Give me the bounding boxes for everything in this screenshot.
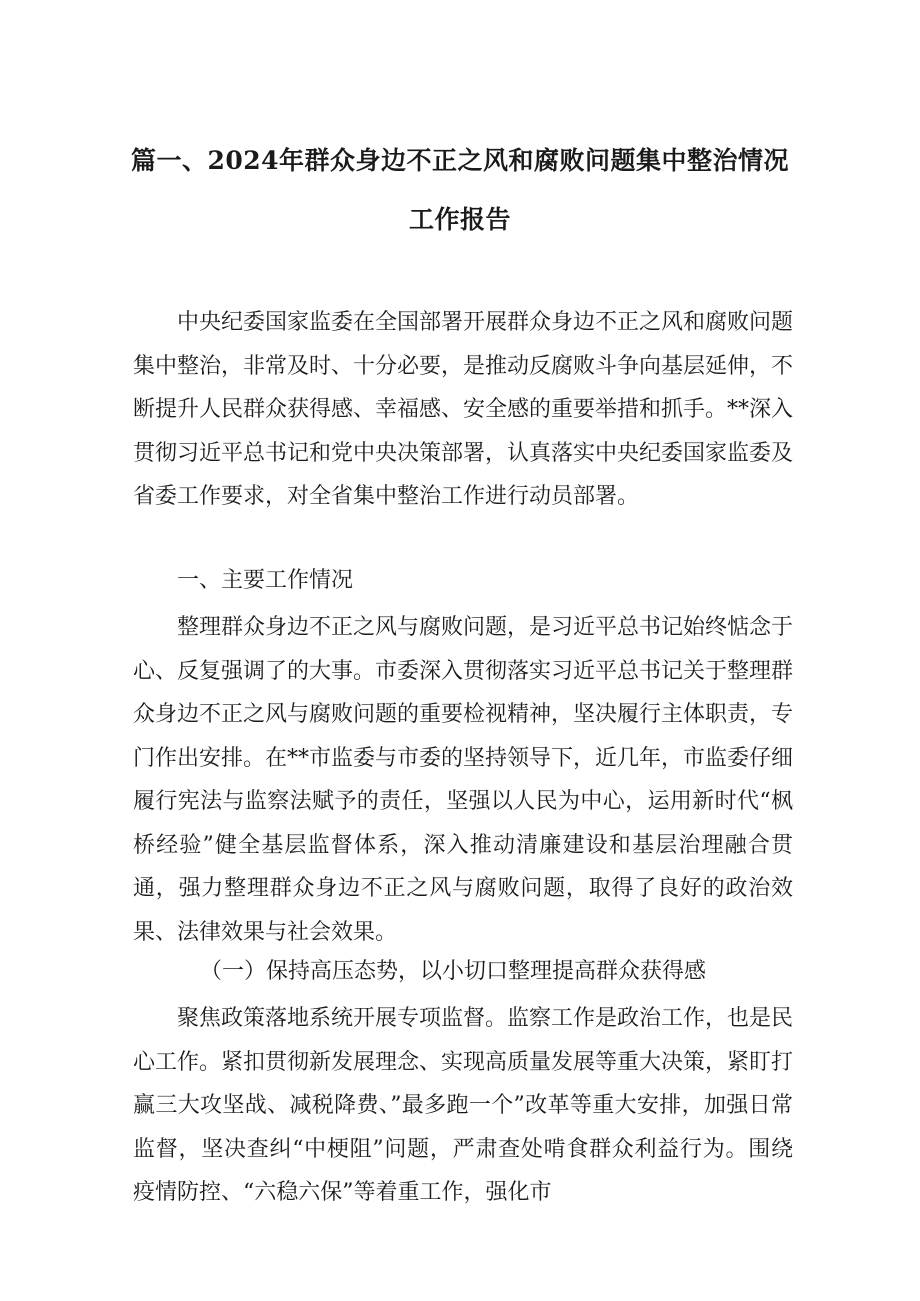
subsection-heading-high-pressure: （一）保持高压态势，以小切口整理提高群众获得感	[200, 959, 707, 984]
main-work-paragraph: 整理群众身边不正之风与腐败问题，是习近平总书记始终惦念于心、反复强调了的大事。市委深入贯彻落实习近平总书记关于整理群众身边不正之风与腐败问题的重要检视精神，坚决履行主体职责，专门作出安排。在**市监委与市委的坚持领导下，近几年，市监委仔细履行宪法与监察法赋予的责任，坚强以人民为中心，运用新时代“枫桥经验”健全基层监督体系，深入推动清廉建设和基层治理融合贯通，强力整理群众身边不正之风与腐败问题，取得了良好的政治效果、法律效果与社会效果。	[133, 615, 794, 945]
document-title-line-2: 工作报告	[408, 205, 511, 234]
intro-paragraph: 中央纪委国家监委在全国部署开展群众身边不正之风和腐败问题集中整治，非常及时、十分必要，是推动反腐败斗争向基层延伸，不断提升人民群众获得感、幸福感、安全感的重要举措和抓手。**深入贯彻习近平总书记和党中央决策部署，认真落实中央纪委国家监委及省委工作要求，对全省集中整治工作进行动员部署。	[133, 310, 794, 509]
special-supervision-paragraph: 聚焦政策落地系统开展专项监督。监察工作是政治工作，也是民心工作。紧扣贯彻新发展理念、实现高质量发展等重大决策，紧盯打赢三大攻坚战、减税降费、”最多跑一个”改革等重大安排，加强日常监督，坚决查纠“中梗阻”问题，严肃查处啃食群众利益行为。围绕疫情防控、“六稳六保”等着重工作，强化市	[133, 1006, 794, 1205]
section-heading-main-work: 一、主要工作情况	[177, 568, 354, 593]
document-title-line-1: 篇一、2024年群众身边不正之风和腐败问题集中整治情况	[130, 146, 790, 175]
